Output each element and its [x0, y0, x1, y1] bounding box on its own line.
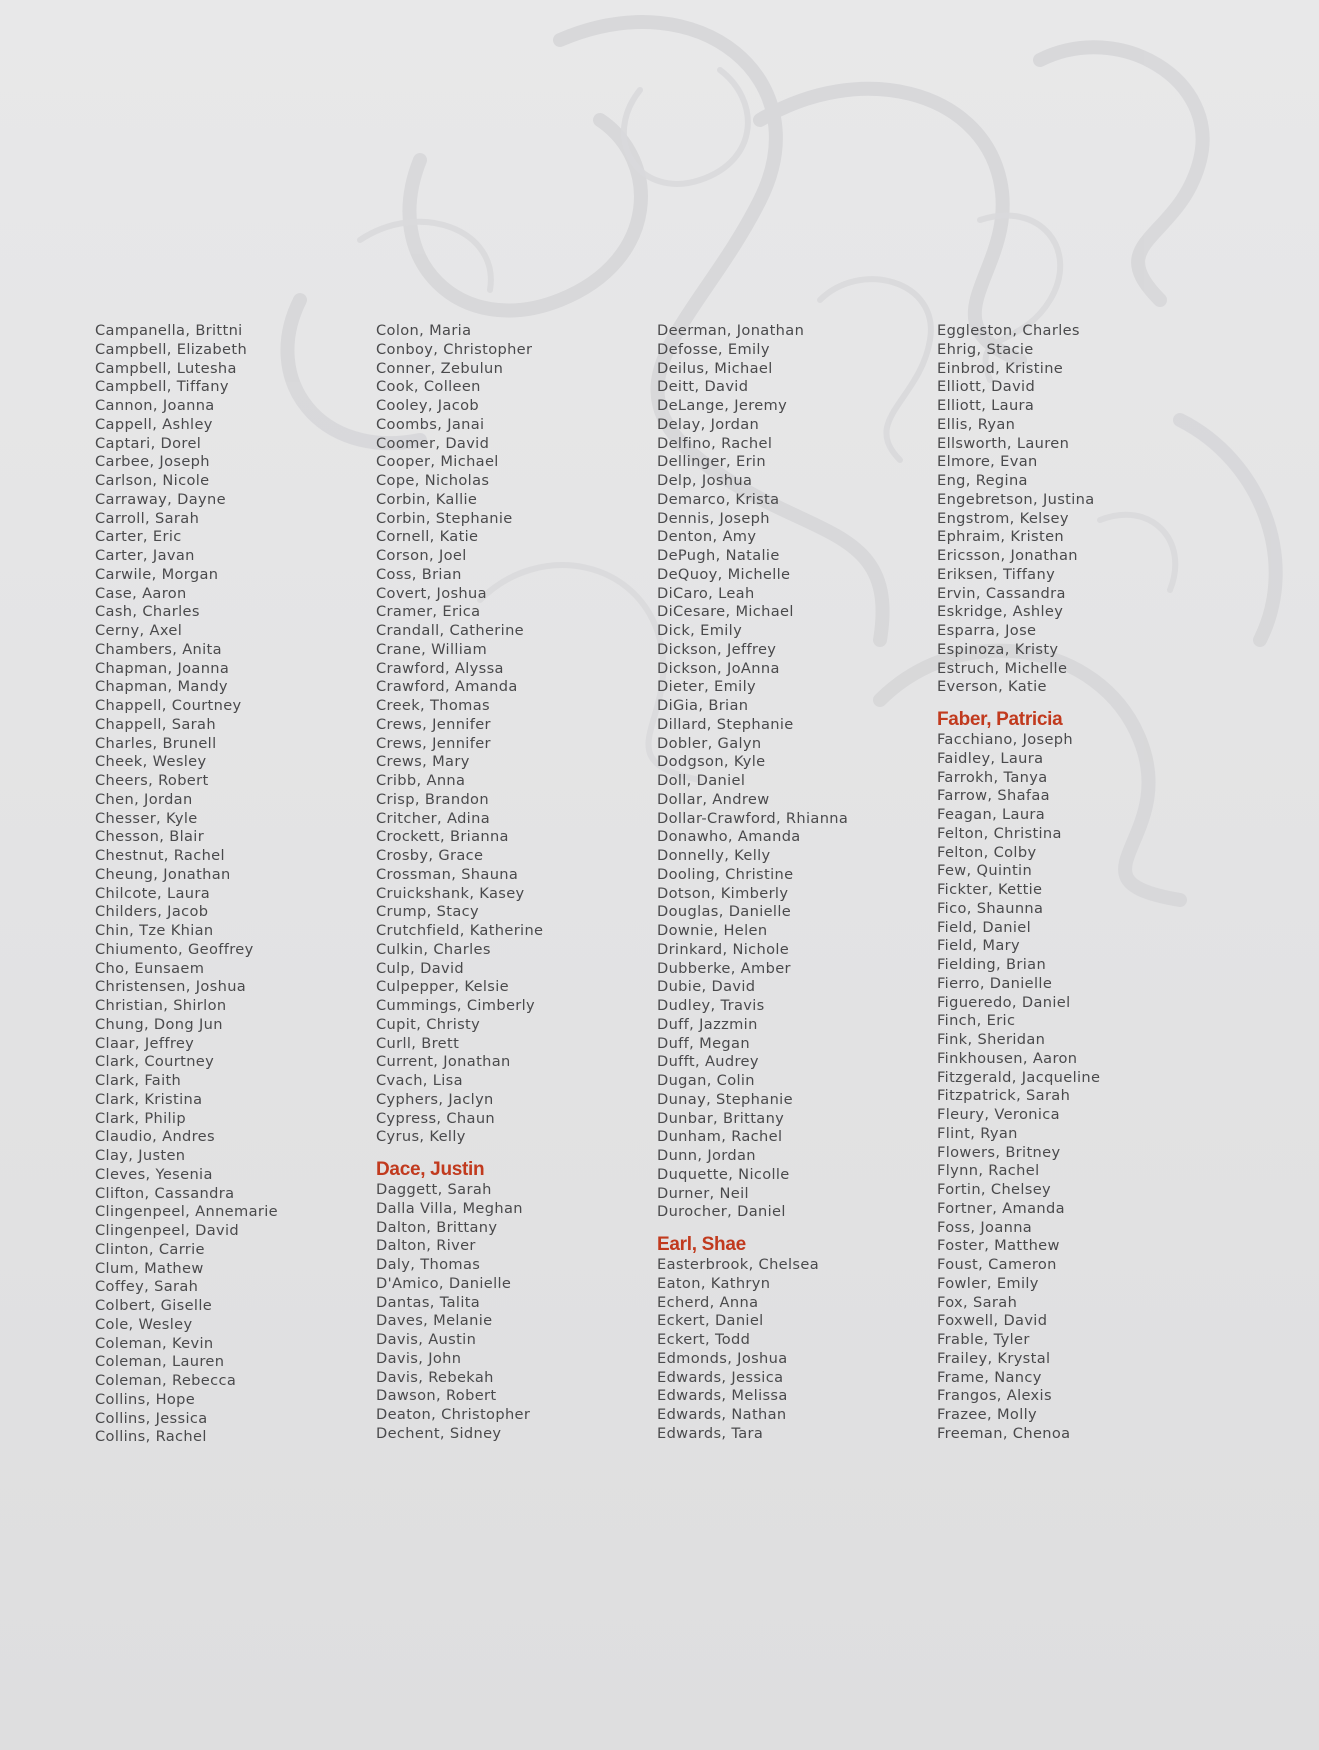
- name-entry: Crosby, Grace: [376, 847, 484, 864]
- name-entry: Chappell, Sarah: [95, 715, 216, 733]
- name-entry: Figueredo, Daniel: [937, 993, 1071, 1011]
- name-entry: Corson, Joel: [376, 547, 467, 564]
- name-entry: Fink, Sheridan: [937, 1031, 1046, 1048]
- name-entry: Foust, Cameron: [937, 1256, 1057, 1273]
- name-entry: Chilcote, Laura: [95, 884, 210, 902]
- name-entry: Culkin, Charles: [376, 940, 491, 958]
- name-entry: Carter, Javan: [95, 547, 195, 564]
- section-heading: Earl, Shae: [657, 1234, 746, 1255]
- name-entry: Fleury, Veronica: [937, 1106, 1060, 1123]
- name-entry: Ehrig, Stacie: [937, 340, 1034, 358]
- name-entry: Dillard, Stephanie: [657, 715, 794, 733]
- name-entry: Cho, Eunsaem: [95, 959, 205, 977]
- name-entry: Crews, Jennifer: [376, 715, 491, 733]
- name-entry: Fitzgerald, Jacqueline: [937, 1068, 1101, 1086]
- name-entry: Dechent, Sidney: [376, 1424, 502, 1442]
- name-entry: Chesson, Blair: [95, 828, 205, 846]
- name-entry: Flint, Ryan: [937, 1124, 1018, 1142]
- name-entry: Eaton, Kathryn: [657, 1274, 771, 1292]
- name-entry: Dick, Emily: [657, 622, 743, 639]
- name-entry: Foster, Matthew: [937, 1237, 1060, 1255]
- name-entry: Dickson, JoAnna: [657, 659, 780, 677]
- name-entry: Crawford, Amanda: [376, 678, 518, 696]
- name-entry: Finkhousen, Aaron: [937, 1049, 1078, 1067]
- name-entry: Childers, Jacob: [95, 903, 209, 921]
- name-entry: Clinton, Carrie: [95, 1240, 205, 1258]
- name-entry: Delay, Jordan: [657, 415, 760, 433]
- name-entry: Dawson, Robert: [376, 1387, 497, 1405]
- name-entry: DiGia, Brian: [657, 697, 749, 714]
- name-entry: Fico, Shaunna: [937, 899, 1044, 917]
- name-entry: Crawford, Alyssa: [376, 659, 504, 677]
- name-entry: DiCesare, Michael: [657, 603, 794, 621]
- name-entry: Doll, Daniel: [657, 772, 746, 789]
- name-entry: Culpepper, Kelsie: [376, 978, 509, 996]
- name-entry: Frailey, Krystal: [937, 1349, 1051, 1367]
- name-entry: Corbin, Kallie: [376, 490, 478, 508]
- name-entry: Durocher, Daniel: [657, 1203, 786, 1221]
- name-entry: Carwile, Morgan: [95, 565, 219, 583]
- name-entry: Clark, Courtney: [95, 1053, 215, 1071]
- name-entry: Dunn, Jordan: [657, 1147, 756, 1164]
- name-entry: Frame, Nancy: [937, 1368, 1042, 1386]
- name-entry: Ephraim, Kristen: [937, 528, 1065, 546]
- name-entry: Elliott, David: [937, 378, 1036, 396]
- name-entry: Espinoza, Kristy: [937, 640, 1059, 658]
- name-entry: Fickter, Kettie: [937, 881, 1043, 898]
- name-entry: Chung, Dong Jun: [95, 1015, 223, 1033]
- name-entry: Clark, Faith: [95, 1072, 182, 1089]
- name-entry: Coomer, David: [376, 434, 490, 452]
- name-entry: Eng, Regina: [937, 472, 1028, 489]
- name-entry: Chin, Tze Khian: [95, 922, 214, 939]
- name-entry: Conboy, Christopher: [376, 340, 533, 358]
- name-entry: Cheung, Jonathan: [95, 865, 231, 883]
- name-entry: Denton, Amy: [657, 528, 757, 546]
- name-entry: Daves, Melanie: [376, 1312, 493, 1330]
- name-entry: Flowers, Britney: [937, 1143, 1061, 1161]
- name-entry: Clingenpeel, David: [95, 1222, 240, 1239]
- name-entry: Clay, Justen: [95, 1147, 186, 1164]
- name-entry: Frangos, Alexis: [937, 1387, 1052, 1405]
- name-entry: Covert, Joshua: [376, 584, 487, 602]
- name-entry: Durner, Neil: [657, 1184, 749, 1202]
- name-entry: Eriksen, Tiffany: [937, 565, 1056, 583]
- name-entry: Dunham, Rachel: [657, 1128, 783, 1146]
- name-entry: Ervin, Cassandra: [937, 584, 1066, 602]
- name-entry: Eckert, Todd: [657, 1331, 751, 1348]
- name-entry: Duff, Megan: [657, 1034, 750, 1052]
- name-entry: Dalla Villa, Meghan: [376, 1199, 523, 1217]
- name-entry: Downie, Helen: [657, 922, 768, 939]
- name-entry: Eckert, Daniel: [657, 1312, 764, 1330]
- name-entry: Culp, David: [376, 959, 465, 977]
- name-entry: Dunay, Stephanie: [657, 1090, 793, 1108]
- name-entry: Douglas, Danielle: [657, 903, 792, 921]
- name-entry: Fitzpatrick, Sarah: [937, 1087, 1071, 1105]
- name-entry: Chapman, Joanna: [95, 659, 230, 677]
- name-entry: Chestnut, Rachel: [95, 847, 225, 864]
- name-entry: Carbee, Joseph: [95, 453, 210, 471]
- name-entry: Edwards, Melissa: [657, 1387, 788, 1405]
- name-entry: Crews, Jennifer: [376, 734, 491, 752]
- name-entry: Cupit, Christy: [376, 1015, 481, 1033]
- name-entry: Chesser, Kyle: [95, 809, 198, 827]
- name-entry: Fortner, Amanda: [937, 1199, 1065, 1217]
- name-entry: Dalton, Brittany: [376, 1218, 498, 1236]
- name-entry: Dotson, Kimberly: [657, 884, 789, 902]
- name-entry: Dooling, Christine: [657, 865, 794, 883]
- name-entry: Cheers, Robert: [95, 772, 209, 789]
- name-entry: Daggett, Sarah: [376, 1181, 492, 1198]
- name-entry: Clark, Kristina: [95, 1090, 203, 1108]
- name-entry: Delp, Joshua: [657, 472, 753, 489]
- name-entry: Farrow, Shafaa: [937, 787, 1050, 805]
- name-entry: Captari, Dorel: [95, 434, 202, 452]
- name-entry: Dunbar, Brittany: [657, 1109, 785, 1127]
- name-entry: Dellinger, Erin: [657, 453, 766, 471]
- name-entry: Chiumento, Geoffrey: [95, 940, 254, 958]
- name-entry: Easterbrook, Chelsea: [657, 1256, 819, 1273]
- names-column-1: [95, 322, 375, 1447]
- name-entry: Frazee, Molly: [937, 1406, 1037, 1423]
- name-entry: Engstrom, Kelsey: [937, 509, 1069, 527]
- name-entry: Cummings, Cimberly: [376, 997, 536, 1014]
- name-entry: Fierro, Danielle: [937, 974, 1053, 992]
- name-entry: Coleman, Rebecca: [95, 1372, 237, 1389]
- name-entry: Cash, Charles: [95, 603, 200, 621]
- name-entry: Daly, Thomas: [376, 1256, 481, 1273]
- name-entry: Conner, Zebulun: [376, 359, 504, 377]
- name-entry: Frable, Tyler: [937, 1331, 1030, 1348]
- name-entry: Cole, Wesley: [95, 1315, 193, 1333]
- name-entry: Crews, Mary: [376, 753, 470, 771]
- name-entry: Donawho, Amanda: [657, 828, 801, 846]
- name-entry: Foss, Joanna: [937, 1218, 1033, 1236]
- name-entry: Dubberke, Amber: [657, 959, 791, 977]
- name-entry: Ericsson, Jonathan: [937, 547, 1078, 564]
- name-entry: Davis, Austin: [376, 1331, 477, 1348]
- name-entry: Corbin, Stephanie: [376, 509, 513, 527]
- name-entry: Cannon, Joanna: [95, 397, 215, 414]
- name-entry: Duquette, Nicolle: [657, 1165, 790, 1183]
- name-entry: Flynn, Rachel: [937, 1162, 1040, 1180]
- name-entry: Deerman, Jonathan: [657, 322, 805, 339]
- name-entry: Elmore, Evan: [937, 453, 1038, 471]
- name-entry: Echerd, Anna: [657, 1293, 759, 1311]
- names-column-4: [937, 322, 1217, 1444]
- name-entry: Dobler, Galyn: [657, 734, 762, 752]
- name-entry: Drinkard, Nichole: [657, 940, 790, 958]
- name-entry: Clingenpeel, Annemarie: [95, 1203, 278, 1221]
- name-entry: Cooley, Jacob: [376, 397, 480, 414]
- name-entry: Crump, Stacy: [376, 903, 479, 921]
- name-entry: Davis, Rebekah: [376, 1368, 494, 1386]
- name-entry: Delfino, Rachel: [657, 434, 773, 452]
- name-entry: Eskridge, Ashley: [937, 603, 1064, 621]
- name-entry: DiCaro, Leah: [657, 584, 755, 602]
- name-entry: Clark, Philip: [95, 1109, 186, 1127]
- name-entry: Defosse, Emily: [657, 340, 770, 358]
- name-entry: Foxwell, David: [937, 1312, 1048, 1330]
- name-entry: Crisp, Brandon: [376, 790, 489, 808]
- name-entry: Duff, Jazzmin: [657, 1015, 758, 1033]
- name-entry: Coleman, Kevin: [95, 1334, 214, 1352]
- name-entry: Engebretson, Justina: [937, 490, 1095, 508]
- name-entry: Eggleston, Charles: [937, 322, 1080, 339]
- name-entry: Facchiano, Joseph: [937, 731, 1074, 748]
- name-entry: Davis, John: [376, 1349, 462, 1367]
- name-entry: Deitt, David: [657, 378, 749, 396]
- name-entry: Cornell, Katie: [376, 528, 479, 546]
- section-heading: Faber, Patricia: [937, 709, 1063, 730]
- name-entry: Field, Daniel: [937, 918, 1032, 936]
- name-entry: Everson, Katie: [937, 678, 1047, 696]
- name-entry: Crockett, Brianna: [376, 828, 509, 846]
- name-entry: Feagan, Laura: [937, 806, 1046, 823]
- name-entry: Campanella, Brittni: [95, 322, 243, 339]
- name-entry: Claar, Jeffrey: [95, 1034, 195, 1052]
- section-heading: Dace, Justin: [376, 1159, 485, 1180]
- name-entry: Few, Quintin: [937, 862, 1033, 880]
- name-entry: Clum, Mathew: [95, 1259, 204, 1277]
- name-entry: Donnelly, Kelly: [657, 847, 771, 864]
- name-entry: Cleves, Yesenia: [95, 1165, 213, 1183]
- name-entry: Colbert, Giselle: [95, 1297, 213, 1314]
- name-entry: DeLange, Jeremy: [657, 397, 788, 414]
- name-entry: Carlson, Nicole: [95, 472, 210, 489]
- name-entry: Curll, Brett: [376, 1034, 460, 1052]
- name-entry: Coss, Brian: [376, 565, 462, 583]
- name-entry: Dalton, River: [376, 1237, 476, 1255]
- name-entry: Case, Aaron: [95, 584, 187, 602]
- name-entry: Fowler, Emily: [937, 1274, 1039, 1292]
- name-entry: Field, Mary: [937, 937, 1020, 955]
- name-entry: Fox, Sarah: [937, 1293, 1018, 1311]
- name-entry: Creek, Thomas: [376, 697, 490, 714]
- name-entry: Critcher, Adina: [376, 809, 490, 827]
- name-entry: Dieter, Emily: [657, 678, 756, 696]
- name-entry: Cruickshank, Kasey: [376, 884, 525, 902]
- name-entry: Collins, Hope: [95, 1390, 196, 1408]
- name-entry: Chambers, Anita: [95, 640, 222, 658]
- name-entry: Dubie, David: [657, 978, 756, 996]
- name-entry: Clifton, Cassandra: [95, 1184, 235, 1202]
- name-entry: Carraway, Dayne: [95, 490, 226, 508]
- name-entry: Dodgson, Kyle: [657, 753, 766, 771]
- name-entry: Ellsworth, Lauren: [937, 434, 1070, 452]
- name-entry: Colon, Maria: [376, 322, 472, 339]
- name-entry: Claudio, Andres: [95, 1128, 215, 1146]
- name-entry: Campbell, Tiffany: [95, 378, 229, 396]
- name-entry: Cooper, Michael: [376, 453, 499, 471]
- name-entry: Ellis, Ryan: [937, 415, 1016, 433]
- name-entry: Dennis, Joseph: [657, 509, 770, 527]
- name-entry: Collins, Rachel: [95, 1428, 207, 1446]
- name-entry: Coffey, Sarah: [95, 1278, 199, 1296]
- name-entry: Farrokh, Tanya: [937, 768, 1048, 786]
- name-entry: Crutchfield, Katherine: [376, 922, 544, 939]
- name-entry: D'Amico, Danielle: [376, 1274, 512, 1292]
- name-entry: Fortin, Chelsey: [937, 1181, 1052, 1198]
- name-entry: Cerny, Axel: [95, 622, 183, 639]
- name-entry: Edmonds, Joshua: [657, 1349, 788, 1367]
- name-entry: Fielding, Brian: [937, 956, 1047, 973]
- name-entry: Coombs, Janai: [376, 415, 485, 433]
- name-entry: Dickson, Jeffrey: [657, 640, 777, 658]
- name-entry: Cope, Nicholas: [376, 472, 490, 489]
- name-entry: Collins, Jessica: [95, 1409, 208, 1427]
- name-entry: Cypress, Chaun: [376, 1109, 496, 1127]
- name-entry: Chen, Jordan: [95, 790, 193, 808]
- names-column-2: [376, 322, 656, 1444]
- name-entry: Faidley, Laura: [937, 749, 1044, 767]
- name-entry: Carter, Eric: [95, 528, 182, 546]
- name-entry: Charles, Brunell: [95, 734, 217, 752]
- name-entry: Einbrod, Kristine: [937, 359, 1064, 377]
- name-entry: Dudley, Travis: [657, 997, 765, 1014]
- name-entry: Christian, Shirlon: [95, 997, 227, 1014]
- name-entry: Crossman, Shauna: [376, 865, 519, 883]
- name-entry: Dollar-Crawford, Rhianna: [657, 809, 849, 827]
- name-entry: Cyphers, Jaclyn: [376, 1090, 494, 1108]
- name-entry: Deilus, Michael: [657, 359, 773, 377]
- name-entry: Cheek, Wesley: [95, 753, 207, 771]
- name-entry: Cvach, Lisa: [376, 1072, 463, 1089]
- name-entry: Christensen, Joshua: [95, 978, 247, 996]
- name-entry: Campbell, Lutesha: [95, 359, 237, 377]
- name-entry: Felton, Colby: [937, 843, 1037, 861]
- name-entry: Finch, Eric: [937, 1012, 1016, 1030]
- name-entry: Coleman, Lauren: [95, 1353, 225, 1371]
- name-entry: Dufft, Audrey: [657, 1053, 759, 1071]
- name-entry: Chapman, Mandy: [95, 678, 228, 696]
- name-entry: Cribb, Anna: [376, 772, 466, 789]
- name-entry: Dantas, Talita: [376, 1293, 481, 1311]
- name-entry: Elliott, Laura: [937, 397, 1035, 414]
- name-entry: Estruch, Michelle: [937, 659, 1068, 677]
- name-entry: Esparra, Jose: [937, 622, 1037, 639]
- name-entry: Cyrus, Kelly: [376, 1128, 466, 1146]
- name-entry: Edwards, Jessica: [657, 1368, 784, 1386]
- name-entry: Felton, Christina: [937, 824, 1062, 842]
- name-entry: Chappell, Courtney: [95, 697, 242, 714]
- name-entry: Dugan, Colin: [657, 1072, 755, 1089]
- name-entry: Edwards, Tara: [657, 1424, 764, 1442]
- name-entry: DeQuoy, Michelle: [657, 565, 791, 583]
- name-entry: Cappell, Ashley: [95, 415, 213, 433]
- names-column-3: [657, 322, 937, 1444]
- name-entry: Current, Jonathan: [376, 1053, 511, 1071]
- name-entry: Deaton, Christopher: [376, 1406, 531, 1423]
- name-entry: Carroll, Sarah: [95, 509, 200, 527]
- name-entry: Edwards, Nathan: [657, 1406, 787, 1423]
- name-entry: DePugh, Natalie: [657, 547, 780, 564]
- name-entry: Freeman, Chenoa: [937, 1424, 1071, 1442]
- name-entry: Crane, William: [376, 640, 488, 658]
- name-entry: Cramer, Erica: [376, 603, 481, 621]
- name-entry: Campbell, Elizabeth: [95, 340, 248, 358]
- name-entry: Crandall, Catherine: [376, 622, 524, 639]
- name-entry: Dollar, Andrew: [657, 790, 770, 808]
- name-entry: Cook, Colleen: [376, 378, 481, 396]
- name-entry: Demarco, Krista: [657, 490, 780, 508]
